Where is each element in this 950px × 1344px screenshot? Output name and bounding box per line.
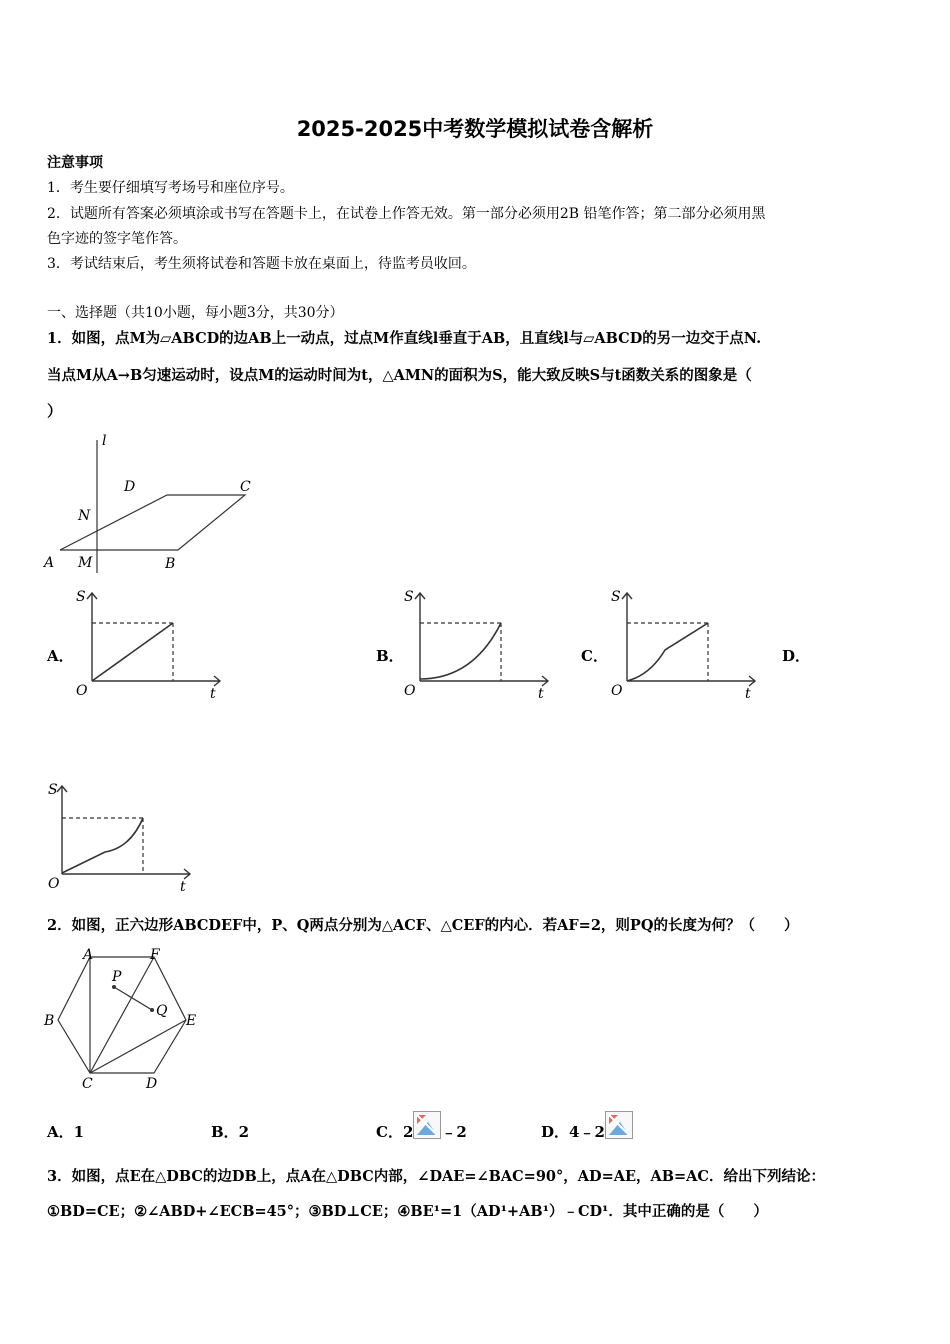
svg-text:S: S [76,589,86,605]
label-a: A [44,555,55,571]
q3-stem-line-2: ①BD=CE；②∠ABD+∠ECB=45°；③BD⊥CE；④BE¹=1（AD¹+AB¹）﹣CD¹．其中正确的是（ ） [47,1203,768,1220]
svg-text:O: O [611,683,623,699]
label-l: l [102,433,107,449]
q1-option-a-label: A． [47,647,74,665]
svg-text:t: t [180,879,186,895]
svg-text:Q: Q [156,1003,168,1019]
q2-option-a: A．1 [47,1123,85,1141]
q1-option-d-graph [40,778,200,898]
svg-text:S: S [611,589,621,605]
q2-stem: 2．如图，正六边形ABCDEF中，P、Q两点分别为△ACF、△CEF的内心．若AF=2，则PQ的长度为何？（ ） [47,917,799,934]
svg-text:O: O [404,683,416,699]
svg-text:B: B [44,1013,55,1029]
sqrt-image-icon [605,1111,633,1139]
label-d: D [124,479,136,495]
notice-item-2-line-1: 2．试题所有答案必须填涂或书写在答题卡上，在试卷上作答无效。第一部分必须用2B 铅笔作答；第二部分必须用黑 [47,206,766,222]
section-heading: 一、选择题（共10小题，每小题3分，共30分） [47,305,344,321]
svg-text:O: O [48,876,60,892]
svg-text:t: t [210,686,216,702]
svg-text:P: P [112,969,122,985]
q2-option-b: B．2 [211,1123,250,1141]
notice-item-3: 3．考试结束后，考生须将试卷和答题卡放在桌面上，待监考员收回。 [47,256,476,272]
svg-text:S: S [404,589,414,605]
q1-stem-line-1: 1．如图，点M为▱ABCD的边AB上一动点，过点M作直线l垂直于AB，且直线l与▱ABCD的另一边交于点N. [47,330,762,347]
svg-text:t: t [745,686,751,702]
q2-hexagon-figure [40,945,210,1093]
svg-text:F: F [150,947,160,963]
label-c: C [240,479,251,495]
svg-text:t: t [538,686,544,702]
svg-text:E: E [186,1013,197,1029]
notice-heading: 注意事项 [47,155,103,171]
q1-option-c-graph [605,585,765,705]
label-b: B [165,556,176,572]
q1-option-a-graph [70,585,230,705]
q1-option-d-label: D． [782,647,811,665]
q1-parallelogram-figure [40,430,260,575]
svg-text:C: C [82,1076,93,1092]
svg-text:A: A [83,947,94,963]
sqrt-image-icon [413,1111,441,1139]
q1-stem-line-2: 当点M从A→B匀速运动时，设点M的运动时间为t，△AMN的面积为S，能大致反映S与t函数关系的图象是（ [47,367,752,384]
q2-option-d: D．4﹣2 [541,1121,633,1149]
notice-item-1: 1．考生要仔细填写考场号和座位序号。 [47,180,294,196]
q2-option-c: C．2 ﹣2 [376,1121,467,1149]
notice-item-2-line-2: 色字迹的签字笔作答。 [47,231,187,247]
q1-option-c-label: C． [581,647,608,665]
svg-text:S: S [48,782,58,798]
page-title: 2025-2025中考数学模拟试卷含解析 [296,117,654,141]
svg-text:O: O [76,683,88,699]
q1-stem-line-3: ） [47,402,63,420]
q1-option-b-label: B． [376,647,404,665]
svg-text:D: D [146,1076,158,1092]
q3-stem-line-1: 3．如图，点E在△DBC的边DB上，点A在△DBC内部，∠DAE=∠BAC=90°，AD=AE，AB=AC．给出下列结论： [47,1168,825,1185]
q1-option-b-graph [398,585,558,705]
label-m: M [78,555,93,571]
label-n: N [78,508,91,524]
